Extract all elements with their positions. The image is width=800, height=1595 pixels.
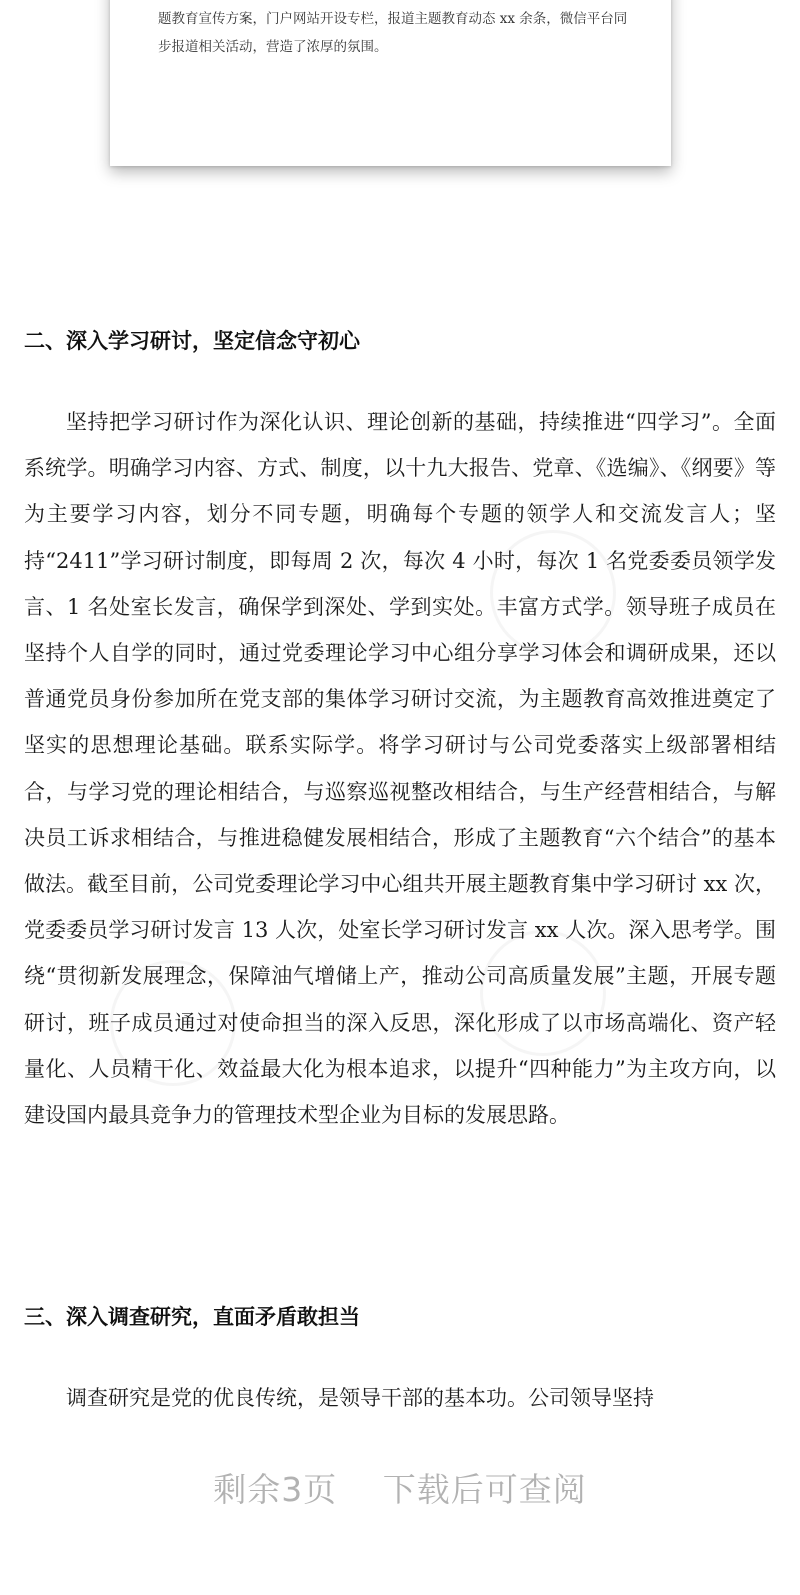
section-heading-3: 三、深入调查研究，直面矛盾敢担当 [24, 1305, 360, 1329]
download-to-read-more-banner[interactable] [0, 1462, 800, 1518]
remaining-pages-label: 剩余3页 [213, 1470, 338, 1509]
previous-page-text: 题教育宣传方案，门户网站开设专栏，报道主题教育动态 xx 余条，微信平台同步报道相关活动，营造了浓厚的氛围。 [158, 11, 628, 55]
section-heading-2: 二、深入学习研讨，坚定信念守初心 [24, 329, 360, 353]
download-to-view-label: 下载后可查阅 [382, 1470, 587, 1509]
section-paragraph-2: 坚持把学习研讨作为深化认识、理论创新的基础，持续推进“四学习”。全面系统学。明确学习内容、方式、制度，以十九大报告、党章、《选编》、《纲要》等为主要学习内容，划分不同专题，明确每个专题的领学人和交流发言人；坚持“2411”学习研讨制度，即每周 2 次，每次 4 小时，每次 1 名党委委员领学发言、1 名处室长发言，确保学到深处、学到实处。丰富方式学。领导班子成员在坚持个人自学的同时，通过党委理论学习中心组分享学习体会和调研成果，还以普通党员身份参加所在党支部的集体学习研讨交流，为主题教育高效推进奠定了坚实的思想理论基础。联系实际学。将学习研讨与公司党委落实上级部署相结合，与学习党的理论相结合，与巡察巡视整改相结合，与生产经营相结合，与解决员工诉求相结合，与推进稳健发展相结合，形成了主题教育“六个结合”的基本做法。截至目前，公司党委理论学习中心组共开展主题教育集中学习研讨 xx 次，党委委员学习研讨发言 13 人次，处室长学习研讨发言 xx 人次。深入思考学。围绕“贯彻新发展理念，保障油气增储上产，推动公司高质量发展”主题，开展专题研讨，班子成员通过对使命担当的深入反思，深化形成了以市场高端化、资产轻量化、人员精干化、效益最大化为根本追求，以提升“四种能力”为主攻方向，以建设国内最具竞争力的管理技术型企业为目标的发展思路。 [24, 410, 776, 1128]
section-paragraph-3: 调查研究是党的优良传统，是领导干部的基本功。公司领导坚持 [66, 1386, 654, 1410]
previous-page-card [110, 0, 671, 166]
